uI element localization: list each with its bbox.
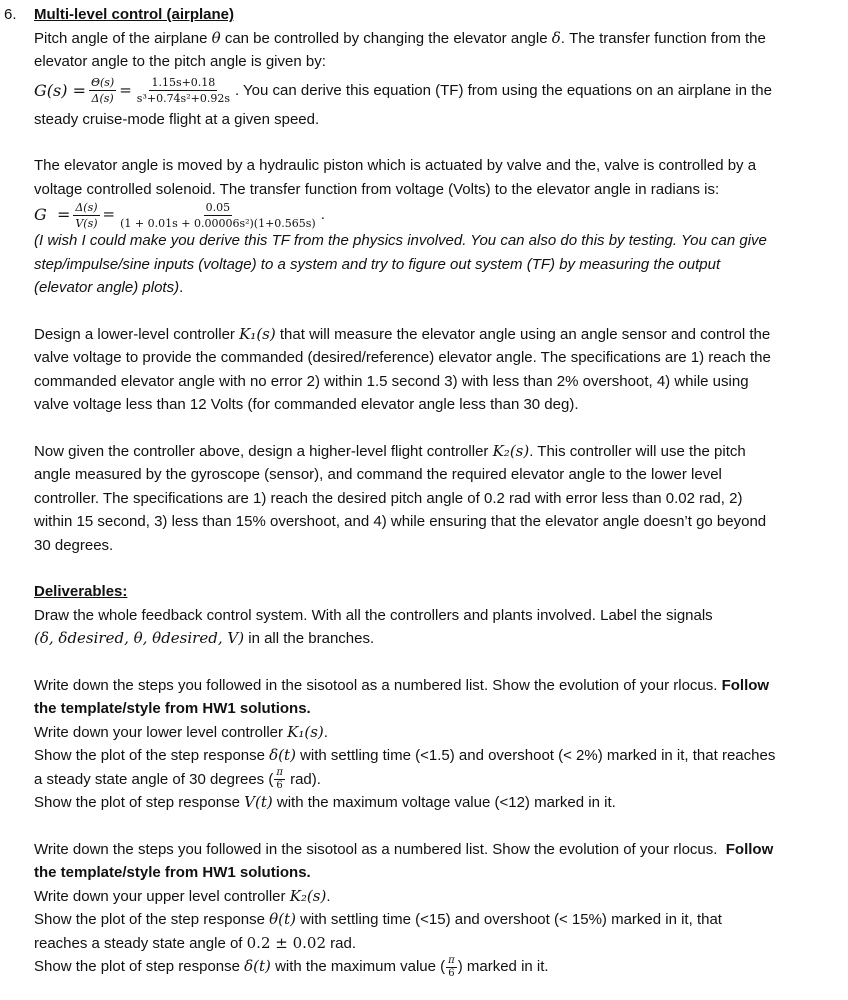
fraction-pi-over-6-max: $\frac{\pi}{6}$ [448,954,455,979]
deliverables-heading: Deliverables: [34,583,128,600]
pitch-transfer-function: G(s) = $\frac{\Theta(s)}{\Delta(s)}$ = $\frac{1.15s+0.18}{\text{s³+0.74s²+0.92s}}$ . You can derive this equation (TF) from using the equations on an airplane in the [34,76,772,105]
fraction-theta-delta: $\frac{\Theta(s)}{\Delta(s)}$ [90,76,115,105]
fraction-actuator-tf: $\frac{0.05}{\text{(1 + 0.01s + 0.00006s²)(1+0.565s)}}$ [120,200,316,230]
intro-paragraph: Pitch angle of the airplane θ can be controlled by changing the elevator angle δ. The transfer function from the elevator angle to the pitch angle is given by: [34,28,766,70]
actuator-paragraph: The elevator angle is moved by a hydraulic piston which is actuated by valve and the, valve is controlled by a voltage controlled solenoid. The transfer function from voltage (Volts) to the elevator angle in radians is: [34,157,757,198]
actuator-transfer-function: G = $\frac{\Delta(s)}{V(s)}$ = $\frac{0.05}{\text{(1 + 0.01s + 0.00006s²)(1+0.565s)}}$ . [34,200,325,230]
upper-controller-paragraph: Now given the controller above, design a higher-level flight controller K₂(s). This controller will use the pitch angle measured by the gyroscope (sensor), and command the required elevator angle to the lower level controller. The specifications are 1) reach the desired pitch angle of 0.2 rad with error less than 0.02 rad, 2) within 15 second, 3) less than 15% overshoot, and 4) while ensuring that the elevator angle doesn’t go beyond 30 degrees. [34,441,767,554]
problem-title: Multi-level control (airplane) [34,6,235,23]
note-paragraph: (I wish I could make you derive this TF from the physics involved. You can also do this by testing. You can give step/impulse/sine inputs (voltage) to a system and try to figure out system (TF) by measuring the output (elevator angle) plots). [34,232,767,296]
lower-controller-paragraph: Design a lower-level controller K₁(s) that will measure the elevator angle using an angle sensor and control the valve voltage to provide the commanded (desired/reference) elevator angle. The specifications are 1) reach the commanded elevator angle with no error 2) within 1.5 second 3) with less than 2% overshoot, 4) while using valve voltage less than 12 Volts (for commanded elevator angle less than 30 deg). [34,324,771,413]
fraction-pitch-tf: $\frac{1.15s+0.18}{\text{s³+0.74s²+0.92s}}$ [136,76,230,105]
problem-body [34,3,844,979]
upper-tasks: Write down the steps you followed in the sisotool as a numbered list. Show the evolution of your rlocus. Follow the template/style from HW1 solutions. Write down your upper level controller K₂(s). Show the plot of the step response θ(t) with settling time (<15) and overshoot (< 15%) marked in it, that reaches a steady state angle of 0.2 ± 0.02 rad. Show the plot of step response δ(t) with the maximum value ( $\frac{\pi}{6}$ ) marked in it. [34,840,774,979]
lower-tasks: Write down the steps you followed in the sisotool as a numbered list. Show the evolution of your rlocus. Follow the template/style from HW1 solutions. Write down your lower level controller K₁(s). Show the plot of the step response δ(t) with settling time (<1.5) and overshoot (< 2%) marked in it, that reaches a steady state angle of 30 degrees ( $\frac{\pi}{6}$ rad). Show the plot of step response V(t) with the maximum voltage value (<12) marked in it. [34,676,776,812]
fraction-delta-voltage: $\frac{\Delta(s)}{V(s)}$ [75,200,98,230]
fraction-pi-over-6: $\frac{\pi}{6}$ [276,767,283,792]
intro-line-3: steady cruise-mode flight at a given speed. [34,110,320,128]
problem-number: 6. [4,6,17,23]
deliverables-diagram: Draw the whole feedback control system. With all the controllers and plants involved. Label the signals (δ, δdesired, θ, θdesired, V) in all the branches. [34,606,713,647]
